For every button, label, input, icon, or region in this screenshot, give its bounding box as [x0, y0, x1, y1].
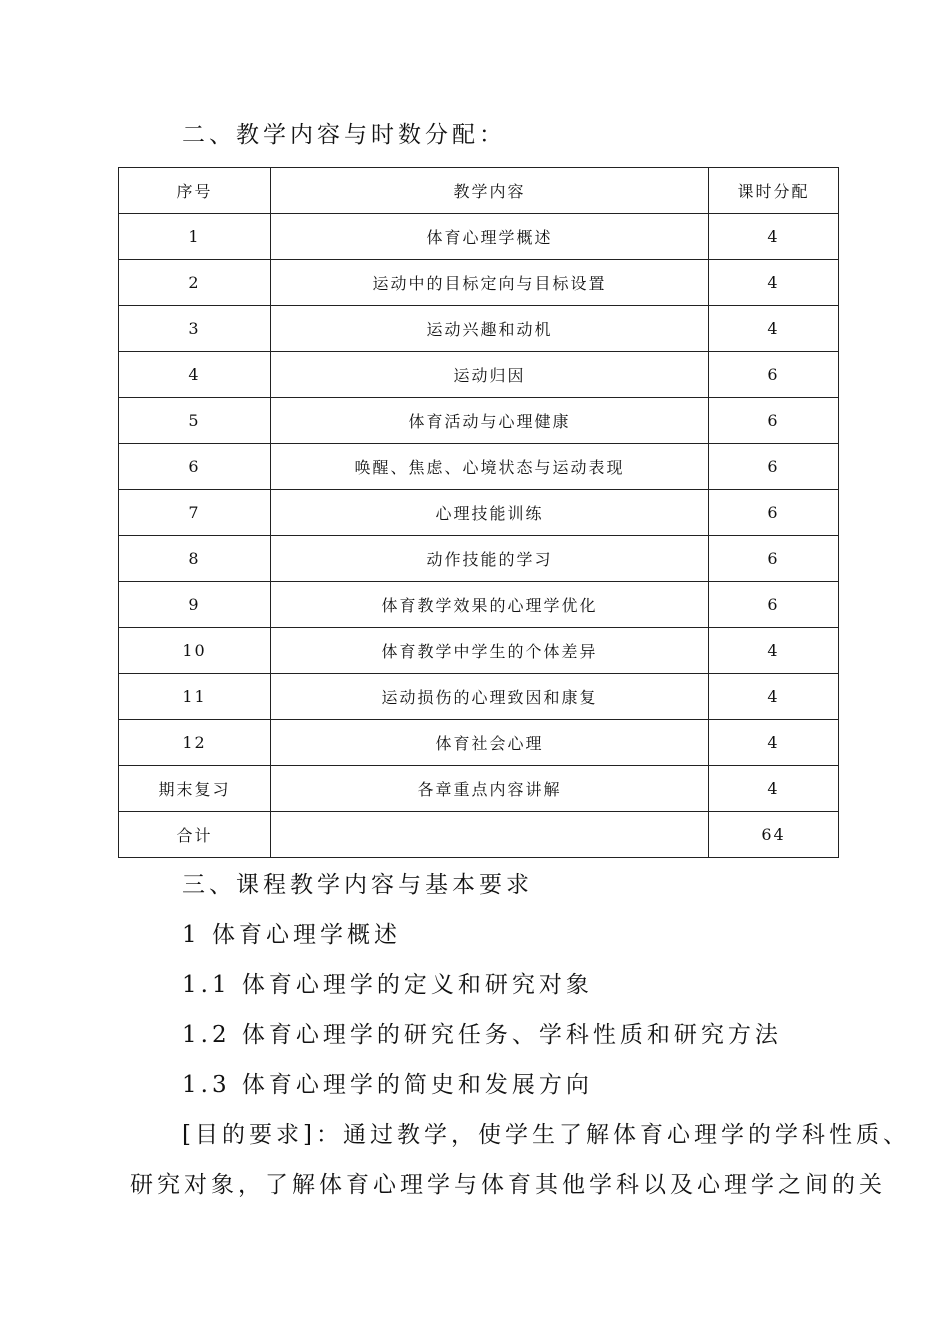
row-content: 心理技能训练: [271, 490, 709, 536]
row-number: 9: [119, 582, 271, 628]
row-hours: 4: [709, 674, 839, 720]
row-number: 7: [119, 490, 271, 536]
header-hours: 课时分配: [709, 168, 839, 214]
table-row: [119, 812, 839, 858]
row-content: 动作技能的学习: [271, 536, 709, 582]
row-hours: 64: [709, 812, 839, 858]
section2-heading: 二、教学内容与时数分配：: [182, 122, 506, 148]
table-row: [119, 766, 839, 812]
table-header-row: [119, 168, 839, 214]
row-content: 运动损伤的心理致因和康复: [271, 674, 709, 720]
row-content: 运动中的目标定向与目标设置: [271, 260, 709, 306]
row-hours: 6: [709, 536, 839, 582]
subsection-1-3: 1.3 体育心理学的简史和发展方向: [182, 1072, 593, 1098]
table-row: [119, 674, 839, 720]
row-hours: 4: [709, 720, 839, 766]
row-content: 体育活动与心理健康: [271, 398, 709, 444]
row-number: 10: [119, 628, 271, 674]
chapter1-title: 1 体育心理学概述: [182, 922, 401, 948]
objective-paragraph-line1: [目的要求]：通过教学，使学生了解体育心理学的学科性质、: [182, 1122, 910, 1148]
table-row: [119, 214, 839, 260]
row-content: 唤醒、焦虑、心境状态与运动表现: [271, 444, 709, 490]
table-row: [119, 444, 839, 490]
row-hours: 6: [709, 490, 839, 536]
row-hours: 6: [709, 398, 839, 444]
row-hours: 4: [709, 214, 839, 260]
row-number: 12: [119, 720, 271, 766]
header-number: 序号: [119, 168, 271, 214]
row-hours: 4: [709, 628, 839, 674]
row-content: 体育社会心理: [271, 720, 709, 766]
row-number: 6: [119, 444, 271, 490]
row-hours: 4: [709, 766, 839, 812]
row-content: 运动兴趣和动机: [271, 306, 709, 352]
row-content: 各章重点内容讲解: [271, 766, 709, 812]
row-number: 8: [119, 536, 271, 582]
objective-paragraph-line2: 研究对象，了解体育心理学与体育其他学科以及心理学之间的关: [130, 1172, 886, 1198]
row-hours: 6: [709, 582, 839, 628]
table-row: [119, 490, 839, 536]
row-number: 1: [119, 214, 271, 260]
row-hours: 6: [709, 352, 839, 398]
row-content: 体育教学中学生的个体差异: [271, 628, 709, 674]
row-number: 2: [119, 260, 271, 306]
row-number: 4: [119, 352, 271, 398]
row-content: 体育教学效果的心理学优化: [271, 582, 709, 628]
row-content: 体育心理学概述: [271, 214, 709, 260]
table-row: [119, 582, 839, 628]
table-row: [119, 398, 839, 444]
row-number: 11: [119, 674, 271, 720]
row-number: 5: [119, 398, 271, 444]
table-row: [119, 628, 839, 674]
table-row: [119, 306, 839, 352]
table-row: [119, 352, 839, 398]
table-row: [119, 536, 839, 582]
subsection-1-1: 1.1 体育心理学的定义和研究对象: [182, 972, 593, 998]
section3-heading: 三、课程教学内容与基本要求: [182, 872, 533, 898]
row-hours: 4: [709, 260, 839, 306]
header-content: 教学内容: [271, 168, 709, 214]
table-row: [119, 720, 839, 766]
row-number: 合计: [119, 812, 271, 858]
row-number: 期末复习: [119, 766, 271, 812]
subsection-1-2: 1.2 体育心理学的研究任务、学科性质和研究方法: [182, 1022, 782, 1048]
table-row: [119, 260, 839, 306]
row-hours: 4: [709, 306, 839, 352]
row-number: 3: [119, 306, 271, 352]
row-content: [271, 812, 709, 858]
row-hours: 6: [709, 444, 839, 490]
schedule-table: [118, 167, 839, 858]
row-content: 运动归因: [271, 352, 709, 398]
